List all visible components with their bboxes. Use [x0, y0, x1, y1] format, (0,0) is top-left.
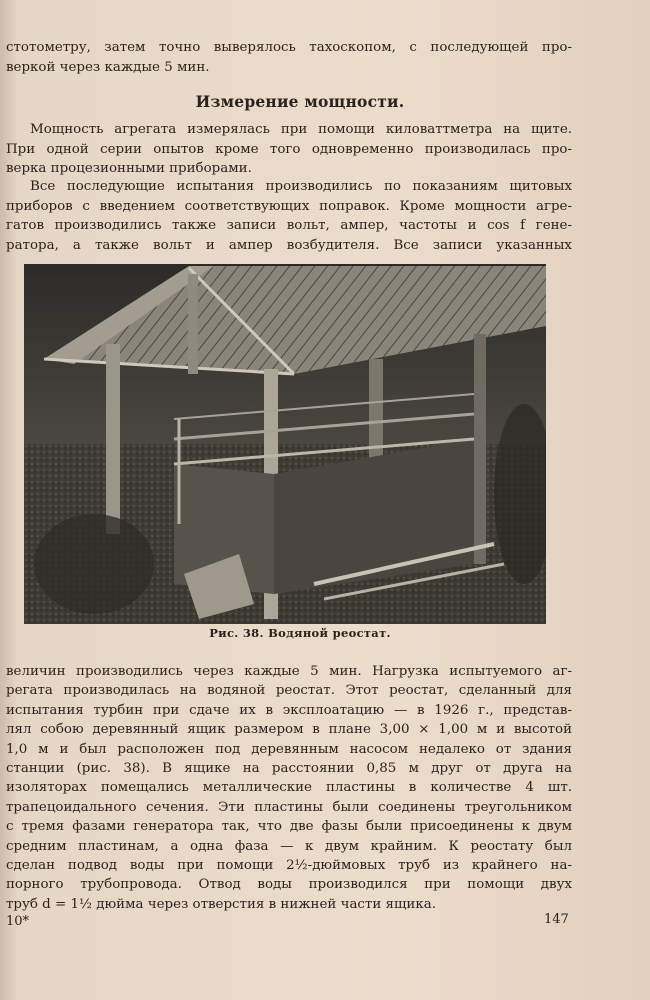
text-line: 1,0 м и был расположен под деревянным насосом недалеко от здания: [6, 741, 572, 757]
text-line: Мощность агрегата измерялась при помощи киловаттметра на щите.: [30, 122, 572, 137]
top-paragraph: [6, 38, 572, 77]
text-line: Все последующие испытания производились по показаниям щитовых: [30, 179, 572, 194]
text-line: гатов производились также записи вольт, ампер, частоты и cos f гене-: [6, 218, 572, 233]
paragraph-subsequent-tests: [6, 177, 572, 255]
text-line: При одной серии опытов кроме того одновременно производилась про-: [6, 141, 572, 157]
water-rheostat-photo: [24, 264, 546, 624]
text-line: веркой через каждые 5 мин.: [6, 59, 210, 75]
text-line: порного трубопровода. Отвод воды производился при помощи двух: [6, 877, 572, 893]
text-line: лял собою деревянный ящик размером в плане 3,00 × 1,00 м и высотой: [6, 722, 572, 738]
signature-mark: 10*: [6, 914, 30, 929]
text-line: верка процезионными приборами.: [6, 161, 252, 176]
photo-illustration: [24, 264, 546, 624]
text-line: приборов с введением соответствующих поправок. Кроме мощности агре-: [6, 198, 572, 214]
text-line: стотометру, затем точно выверялось тахоскопом, с последующей про-: [6, 40, 572, 55]
section-heading: Измерение мощности.: [195, 92, 405, 111]
text-line: станции (рис. 38). В ящике на расстоянии 0,85 м друг от друга на: [6, 761, 572, 777]
text-line: средним пластинам, а одна фаза — к двум крайним. К реостату был: [6, 838, 572, 854]
text-line: изоляторах помещались металлические пластины в количестве 4 шт.: [6, 780, 572, 796]
text-line: с тремя фазами генератора так, что две фазы были присоединены к двум: [6, 819, 572, 835]
text-line: сделан подвод воды при помощи 2½-дюймовых труб из крайнего на-: [6, 858, 572, 874]
text-line: величин производились через каждые 5 мин. Нагрузка испытуемого аг-: [6, 664, 572, 679]
text-line: испытания турбин при сдаче их в эксплоатацию — в 1926 г., представ-: [6, 702, 572, 718]
text-line: ратора, а также вольт и ампер возбудителя. Все записи указанных: [6, 237, 572, 253]
page-number: 147: [544, 912, 569, 927]
text-line: труб d = 1½ дюйма через отверстия в нижней части ящика.: [6, 896, 436, 912]
text-line: регата производилась на водяной реостат. Этот реостат, сделанный для: [6, 683, 572, 699]
paragraph-water-rheostat: [6, 662, 572, 914]
figure-caption: Рис. 38. Водяной реостат.: [209, 626, 391, 640]
text-line: трапецоидального сечения. Эти пластины были соединены треугольником: [6, 799, 572, 815]
paragraph-power-measurement: [6, 120, 572, 179]
